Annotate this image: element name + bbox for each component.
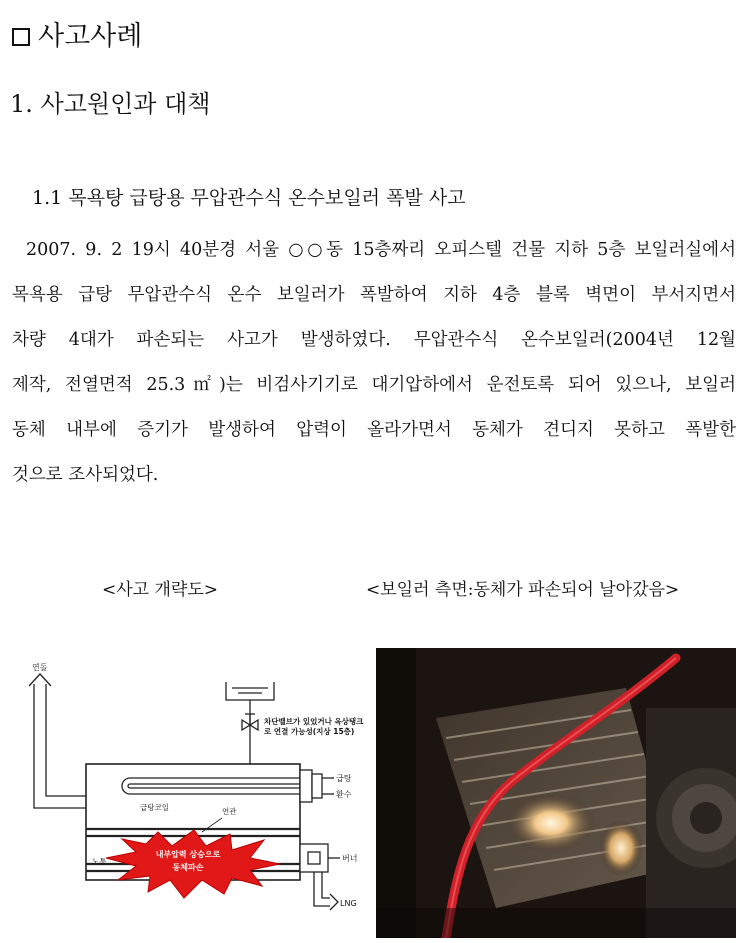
burner-label: 버너	[342, 854, 358, 863]
fuel-label: LNG	[340, 899, 357, 908]
paragraph-line: 차량 4대가 파손되는 사고가 발생하였다. 무압관수식 온수보일러(2004년 12월	[12, 330, 736, 350]
paragraph-line: 것으로 조사되었다.	[12, 465, 159, 485]
valve-note-line1: 차단밸브가 있었거나 옥상탱크	[264, 717, 364, 726]
accident-schematic	[12, 654, 372, 934]
burst-text-line2: 동체파손	[172, 863, 204, 872]
paragraph-line: 제작, 전열면적 25.3㎡)는 비검사기기로 대기압하에서 운전토록 되어 있으나, 보일러	[12, 375, 736, 395]
burner	[300, 844, 340, 910]
hot-water-out-label: 급탕	[336, 774, 352, 783]
header-title-text: 사고사례	[38, 21, 143, 52]
subsection-title: 1.1 목욕탕 급탕용 무압관수식 온수보일러 폭발 사고	[32, 187, 466, 209]
boiler-photo-caption: <보일러 측면:동체가 파손되어 날아갔음>	[366, 580, 680, 600]
paragraph-line: 동체 내부에 증기가 발생하여 압력이 올라가면서 동체가 견디지 못하고 폭발한	[12, 420, 736, 440]
accident-diagram-caption: <사고 개략도>	[102, 580, 219, 600]
light-glow	[599, 820, 643, 876]
incident-paragraph	[12, 228, 736, 498]
burner-housing	[646, 708, 736, 938]
chimney-label: 연돌	[32, 663, 48, 672]
header-title	[12, 14, 142, 53]
boiler-damage-photo	[376, 648, 736, 938]
coil-header	[300, 770, 334, 802]
valve-note-line2: 로 연결 가능성(지상 15층)	[264, 727, 355, 736]
checkbox-square-icon	[12, 28, 30, 46]
light-glow	[506, 793, 596, 853]
flue-label: 연관	[222, 807, 237, 816]
paragraph-line: 목욕용 급탕 무압관수식 온수 보일러가 폭발하여 지하 4층 블록 벽면이 부서지면서	[12, 285, 736, 305]
coil-label: 급탕코일	[140, 803, 169, 812]
section-title: 1. 사고원인과 대책	[10, 90, 211, 118]
paragraph-line: 2007. 9. 2 19시 40분경 서울 ○○동 15층짜리 오피스텔 건물 지하 5층 보일러실에서	[26, 240, 736, 260]
furnace-label: 노통	[92, 857, 107, 866]
burst-text-line1: 내부압력 상승으로	[155, 850, 221, 859]
return-in-label: 환수	[336, 790, 352, 799]
chimney-pipe	[29, 674, 86, 808]
